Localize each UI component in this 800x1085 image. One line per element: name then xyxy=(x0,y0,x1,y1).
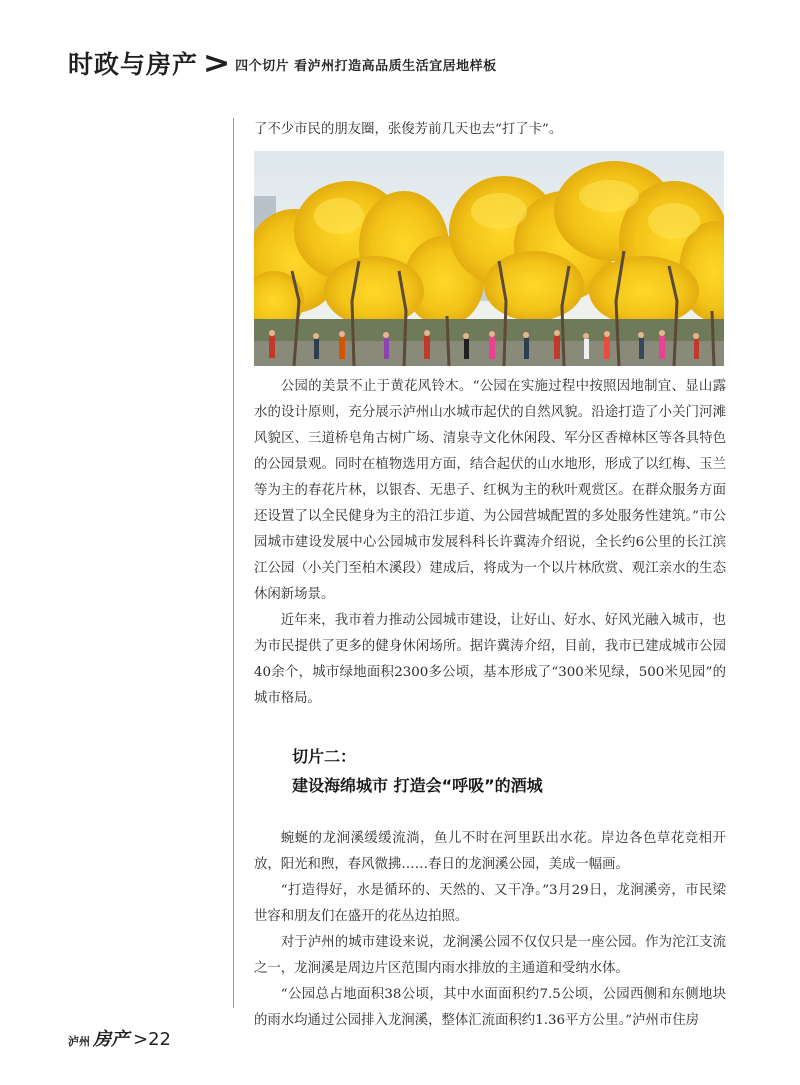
page-footer xyxy=(68,1025,171,1051)
page-header xyxy=(68,46,497,80)
article-title: 四个切片 看泸州打造高品质生活宜居地样板 xyxy=(235,59,497,74)
magazine-name-part: 泸州 xyxy=(68,1035,90,1048)
article-body xyxy=(254,117,726,1034)
section-heading xyxy=(254,742,726,800)
yellow-trumpet-trees-image xyxy=(254,151,724,366)
paragraph: 近年来，我市着力推动公园城市建设，让好山、好水、好风光融入城市，也为市民提供了更多的健身休闲场所。据许冀涛介绍，目前，我市已建成城市公园40余个，城市绿地面积2300多公顷，基本形成了“300米见绿，500米见园”的城市格局。 xyxy=(254,613,726,706)
park-photo xyxy=(254,151,724,366)
section-title: 时政与房产 xyxy=(68,50,199,79)
page-number: >22 xyxy=(133,1029,171,1050)
slice-label: 切片二： xyxy=(292,747,357,766)
paragraph: “打造得好，水是循环的、天然的、又干净。”3月29日，龙涧溪旁，市民梁世容和朋友们在盛开的花丛边拍照。 xyxy=(254,883,726,924)
chevron-right-icon: > xyxy=(202,45,231,81)
paragraph: 公园的美景不止于黄花风铃木。“公园在实施过程中按照因地制宜、显山露水的设计原则，充分展示泸州山水城市起伏的自然风貌。沿途打造了小关门河滩风貌区、三道桥皂角古树广场、清泉寺文化休闲段、军分区香樟林区等各具特色的公园景观。同时在植物选用方面，结合起伏的山水地形，形成了以红梅、玉兰等为主的春花片林，以银杏、无患子、红枫为主的秋叶观赏区。在群众服务方面还设置了以全民健身为主的沿江步道、为公园营城配置的多处服务性建筑。”市公园城市建设发展中心公园城市发展科科长许冀涛介绍说，全长约6公里的长江滨江公园（小关门至柏木溪段）建成后，将成为一个以片林欣赏、观江亲水的生态休闲新场景。 xyxy=(254,379,726,602)
magazine-logo: 房产 xyxy=(93,1029,129,1050)
continued-paragraph: 了不少市民的朋友圈，张俊芳前几天也去“打了卡”。 xyxy=(254,122,563,137)
paragraph: 蜿蜒的龙涧溪缓缓流淌，鱼儿不时在河里跃出水花。岸边各色草花竞相开放，阳光和煦，春风微拂……春日的龙涧溪公园，美成一幅画。 xyxy=(254,831,726,872)
column-divider xyxy=(233,118,234,1008)
paragraph: “公园总占地面积38公顷，其中水面面积约7.5公顷，公园西侧和东侧地块的雨水均通过公园排入龙涧溪，整体汇流面积约1.36平方公里。”泸州市住房 xyxy=(254,987,726,1028)
paragraph: 对于泸州的城市建设来说，龙涧溪公园不仅仅只是一座公园。作为沱江支流之一，龙涧溪是周边片区范围内雨水排放的主通道和受纳水体。 xyxy=(254,935,726,976)
slice-heading: 建设海绵城市 打造会“呼吸”的酒城 xyxy=(292,776,543,795)
